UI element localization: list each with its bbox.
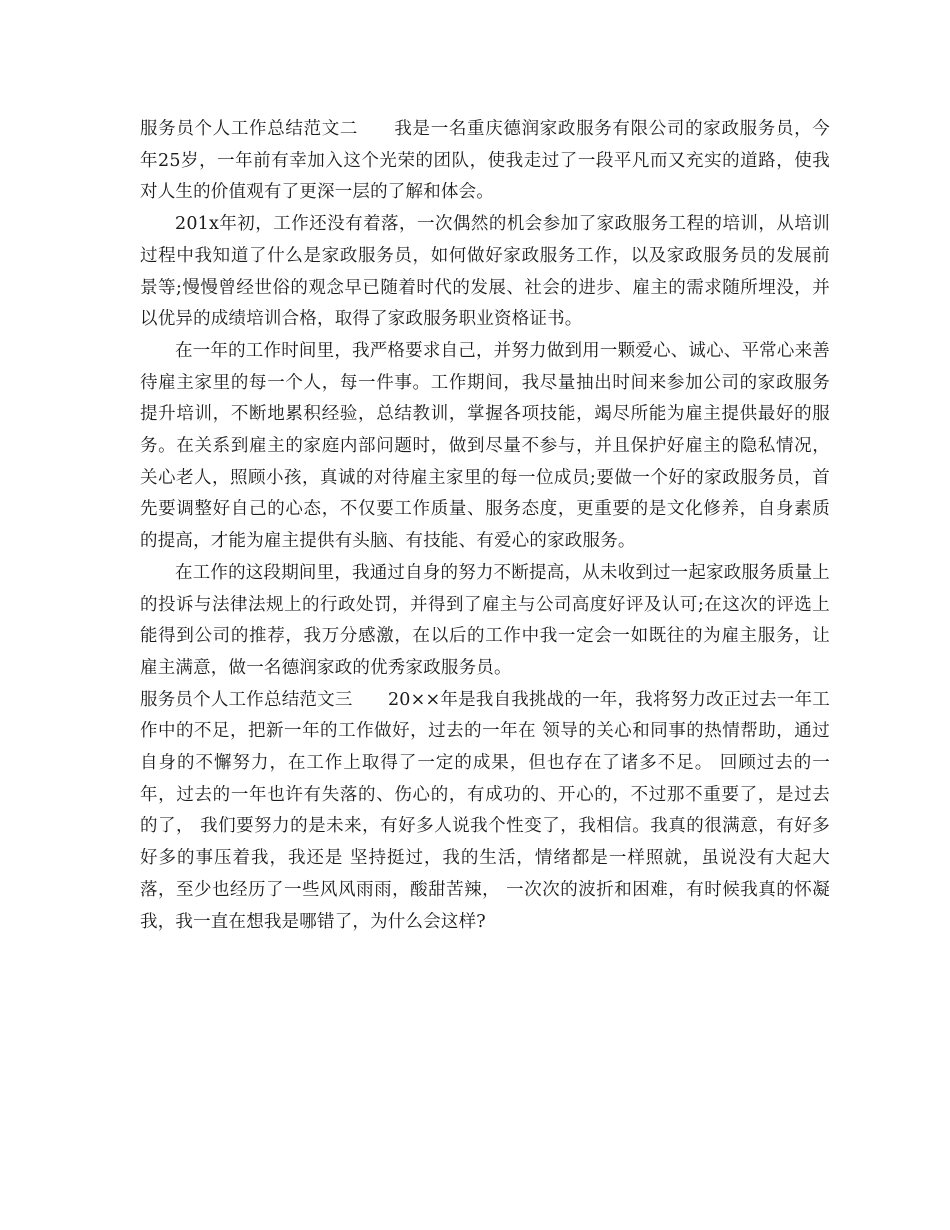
paragraph-achievements: 在工作的这段期间里，我通过自身的努力不断提高，从未收到过一起家政服务质量上的投诉与法律法规上的行政处罚，并得到了雇主与公司高度好评及认可;在这次的评选上能得到公司的推荐，我万分感激，在以后的工作中我一定会一如既往的为雇主服务，让雇主满意，做一名德润家政的优秀家政服务员。 (140, 562, 830, 678)
paragraph-work-year: 在一年的工作时间里，我严格要求自己，并努力做到用一颗爱心、诚心、平常心来善待雇主家里的每一个人，每一件事。工作期间，我尽量抽出时间来参加公司的家政服务提升培训，不断地累积经验，总结教训，掌握各项技能，竭尽所能为雇主提供最好的服务。在关系到雇主的家庭内部问题时，做到尽量不参与，并且保护好雇主的隐私情况，关心老人，照顾小孩，真诚的对待雇主家里的每一位成员;要做一个好的家政服务员，首先要调整好自己的心态，不仅要工作质量、服务态度，更重要的是文化修养，自身素质的提高，才能为雇主提供有头脑、有技能、有爱心的家政服务。 (140, 340, 830, 552)
paragraph-summary-two-intro: 服务员个人工作总结范文二 我是一名重庆德润家政服务有限公司的家政服务员，今年25岁，一年前有幸加入这个光荣的团队，使我走过了一段平凡而又充实的道路，使我对人生的价值观有了更深一层的了解和体会。 (140, 119, 830, 203)
document-body (140, 114, 830, 938)
paragraph-training: 201x年初，工作还没有着落，一次偶然的机会参加了家政服务工程的培训，从培训过程中我知道了什么是家政服务员，如何做好家政服务工作，以及家政服务员的发展前景等;慢慢曾经世俗的观念早已随着时代的发展、社会的进步、雇主的需求随所埋没，并以优异的成绩培训合格，取得了家政服务职业资格证书。 (140, 214, 830, 330)
paragraph-summary-three: 服务员个人工作总结范文三 20××年是我自我挑战的一年，我将努力改正过去一年工作中的不足，把新一年的工作做好，过去的一年在 领导的关心和同事的热情帮助，通过自身的不懈努力，在工作上取得了一定的成果，但也存在了诸多不足。 回顾过去的一年，过去的一年也许有失落的、伤心的，有成功的、开心的，不过那不重要了，是过去的了， 我们要努力的是未来，有好多人说我个性变了，我相信。我真的很满意，有好多好多的事压着我，我还是 坚持挺过，我的生活，情绪都是一样照就，虽说没有大起大落，至少也经历了一些风风雨雨，酸甜苦辣， 一次次的波折和困难，有时候我真的怀凝我，我一直在想我是哪错了，为什么会这样? (140, 689, 830, 932)
